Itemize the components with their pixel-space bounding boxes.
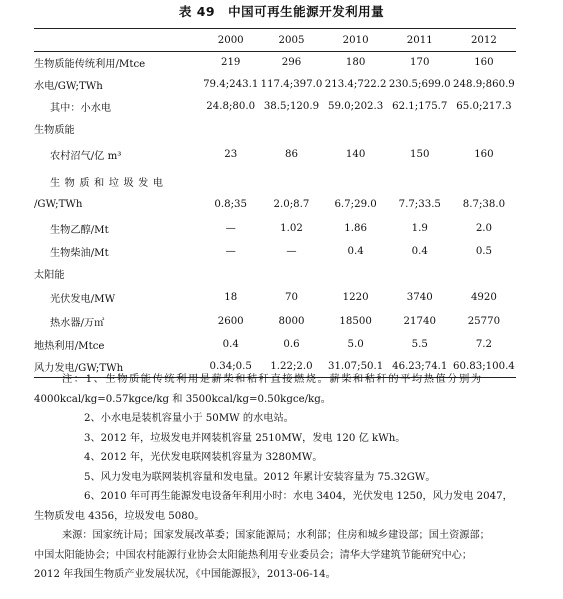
table-row bbox=[34, 263, 516, 285]
table-cell: 2.0;8.7 bbox=[273, 199, 310, 210]
table-cell: 6.7;29.0 bbox=[334, 199, 377, 210]
table-cell: 70 bbox=[284, 291, 298, 303]
row-label: 热水器/万㎡ bbox=[50, 318, 105, 329]
table-notes bbox=[34, 370, 524, 585]
table-cell: 160 bbox=[474, 57, 494, 69]
table-cell: 248.9;860.9 bbox=[453, 79, 515, 90]
table-row bbox=[34, 241, 516, 263]
table-cell: 180 bbox=[345, 57, 366, 69]
table-cell: 1.22;2.0 bbox=[270, 360, 313, 372]
row-label: 水电/GW;TWh bbox=[34, 81, 103, 92]
table-row bbox=[34, 74, 516, 96]
note-line: 3、2012 年，垃圾发电并网装机容量 2510MW，发电 120 亿 kWh。 bbox=[84, 432, 406, 444]
table-cell: 2.0 bbox=[475, 222, 493, 234]
table-cell: 46.23;74.1 bbox=[392, 360, 448, 372]
row-label: 生物质能 bbox=[34, 125, 75, 136]
table-cell: 140 bbox=[345, 149, 366, 160]
source-line: 来源：国家统计局；国家发展改革委；国家能源局；水利部；住房和城乡建设部；国土资源部； bbox=[62, 530, 490, 541]
row-label: 农村沼气/亿 m³ bbox=[50, 151, 122, 162]
table-cell: 0.4 bbox=[347, 246, 364, 257]
table-cell: — bbox=[225, 222, 236, 234]
table-cell bbox=[388, 118, 452, 140]
table-cell: 23 bbox=[224, 149, 238, 160]
table-cell: 1.86 bbox=[344, 222, 367, 234]
table-cell bbox=[324, 263, 388, 285]
table-cell: 219 bbox=[220, 57, 241, 69]
source-line: 2012 年我国生物质产业发展状况，《中国能源报》，2013-06-14。 bbox=[34, 569, 336, 580]
table-cell: 230.5;699.0 bbox=[388, 79, 451, 90]
table-row bbox=[34, 118, 516, 140]
table-cell bbox=[452, 170, 516, 194]
header-cell-2012: 2012 bbox=[470, 34, 497, 46]
table-cell: 170 bbox=[410, 57, 430, 69]
table-cell: 2600 bbox=[217, 316, 244, 327]
table-cell: 213.4;722.2 bbox=[324, 79, 387, 90]
header-cell-2005: 2005 bbox=[278, 34, 305, 46]
table-cell: 0.34;0.5 bbox=[209, 360, 252, 372]
row-label: 生物柴油/Mt bbox=[50, 248, 109, 259]
table-cell bbox=[259, 263, 323, 285]
table-cell bbox=[259, 118, 323, 140]
table-body bbox=[34, 52, 516, 378]
table-row bbox=[34, 140, 516, 170]
table-cell: 18500 bbox=[339, 316, 372, 327]
table-cell: 1.9 bbox=[411, 222, 428, 234]
table-row bbox=[34, 285, 516, 310]
table-cell: 21740 bbox=[403, 316, 436, 327]
row-label: 其中：小水电 bbox=[50, 103, 112, 114]
row-label: 生物质能传统利用/Mtce bbox=[34, 59, 146, 71]
header-cell-2010: 2010 bbox=[342, 34, 369, 46]
renewable-energy-table bbox=[34, 28, 516, 378]
table-row bbox=[34, 96, 516, 118]
row-label: 生物乙醇/Mt bbox=[50, 224, 109, 236]
table-cell: 1.02 bbox=[280, 222, 303, 234]
table-cell: 24.8;80.0 bbox=[206, 101, 256, 112]
row-label: 太阳能 bbox=[34, 270, 65, 281]
table-cell: 60.83;100.4 bbox=[453, 360, 515, 372]
note-line: 注：1、生物质能传统利用是薪柴和秸秆直接燃烧。薪柴和秸秆的平均热值分别为 bbox=[62, 374, 483, 385]
note-line: 4、2012 年，光伏发电联网装机容量为 3280MW。 bbox=[84, 452, 323, 463]
row-label: /GW;TWh bbox=[34, 199, 83, 210]
table-cell bbox=[202, 170, 259, 194]
table-cell bbox=[324, 118, 388, 140]
table-row bbox=[34, 334, 516, 356]
table-cell: 18 bbox=[224, 291, 238, 303]
table-cell: 65.0;217.3 bbox=[456, 101, 512, 112]
table-cell bbox=[202, 118, 259, 140]
table-cell: 296 bbox=[281, 57, 302, 69]
header-cell-label bbox=[34, 29, 202, 52]
source-line: 中国太阳能协会；中国农村能源行业协会太阳能热利用专业委员会；清华大学建筑节能研究中心； bbox=[34, 549, 473, 561]
table-row bbox=[34, 216, 516, 241]
note-line: 2、小水电是装机容量小于 50MW 的水电站。 bbox=[84, 413, 294, 424]
table-cell: 0.4 bbox=[222, 339, 239, 350]
table-cell bbox=[452, 263, 516, 285]
table-header bbox=[34, 29, 516, 52]
table-cell: 1220 bbox=[342, 291, 369, 303]
table-row bbox=[34, 310, 516, 334]
row-label: 地热利用/Mtce bbox=[34, 341, 105, 352]
row-label: 风力发电/GW;TWh bbox=[34, 362, 124, 374]
table-cell bbox=[388, 263, 452, 285]
table-cell: 0.5 bbox=[475, 246, 493, 257]
table-row bbox=[34, 52, 516, 74]
table-row bbox=[34, 194, 516, 216]
table-cell: 5.0 bbox=[347, 339, 364, 350]
table-cell: 3740 bbox=[406, 291, 433, 303]
table-cell: 160 bbox=[474, 149, 494, 160]
table-cell: 8.7;38.0 bbox=[462, 199, 506, 210]
table-cell: 8000 bbox=[278, 316, 305, 327]
note-line: 6、2010 年可再生能源发电设备年利用小时：水电 3404，光伏发电 1250，风力发电 2047， bbox=[84, 491, 513, 502]
table-cell: 7.2 bbox=[475, 339, 493, 350]
table-cell bbox=[202, 263, 259, 285]
table-row bbox=[34, 170, 516, 194]
table-cell: — bbox=[286, 246, 297, 257]
table-cell: 59.0;202.3 bbox=[327, 101, 384, 112]
table-cell: 0.6 bbox=[283, 339, 300, 350]
table-cell: 5.5 bbox=[411, 339, 428, 350]
table-cell: 38.5;120.9 bbox=[263, 101, 320, 112]
note-line: 生物质发电 4356，垃圾发电 5080。 bbox=[34, 510, 205, 522]
table-cell bbox=[324, 170, 388, 194]
note-line: 4000kcal/kg=0.57kgce/kg 和 3500kcal/kg=0.50kgce/kg。 bbox=[34, 393, 331, 405]
note-line: 5、风力发电为联网装机容量和发电量。2012 年累计安装容量为 75.32GW。 bbox=[84, 471, 436, 483]
table-cell: — bbox=[225, 246, 236, 257]
table-cell: 4920 bbox=[470, 291, 497, 303]
table-cell: 117.4;397.0 bbox=[260, 79, 323, 90]
table-cell bbox=[452, 118, 516, 140]
table-cell: 25770 bbox=[467, 316, 501, 327]
table-cell: 0.4 bbox=[411, 246, 428, 257]
row-label: 生物质和垃圾发电 bbox=[50, 178, 168, 189]
header-cell-2011: 2011 bbox=[406, 34, 433, 46]
table-cell: 62.1;175.7 bbox=[392, 101, 448, 112]
header-row bbox=[34, 29, 516, 52]
table-cell: 86 bbox=[284, 149, 298, 160]
row-label: 光伏发电/MW bbox=[50, 293, 116, 305]
table-cell: 0.8;35 bbox=[214, 199, 247, 210]
table-cell bbox=[259, 170, 323, 194]
table-cell: 7.7;33.5 bbox=[398, 199, 441, 210]
header-cell-2000: 2000 bbox=[217, 34, 244, 46]
table-cell: 31.07;50.1 bbox=[327, 360, 384, 372]
table-cell: 150 bbox=[410, 149, 430, 160]
table-title: 表 49 中国可再生能源开发利用量 bbox=[178, 4, 385, 19]
table-cell: 79.4;243.1 bbox=[203, 79, 259, 90]
table-cell bbox=[388, 170, 452, 194]
